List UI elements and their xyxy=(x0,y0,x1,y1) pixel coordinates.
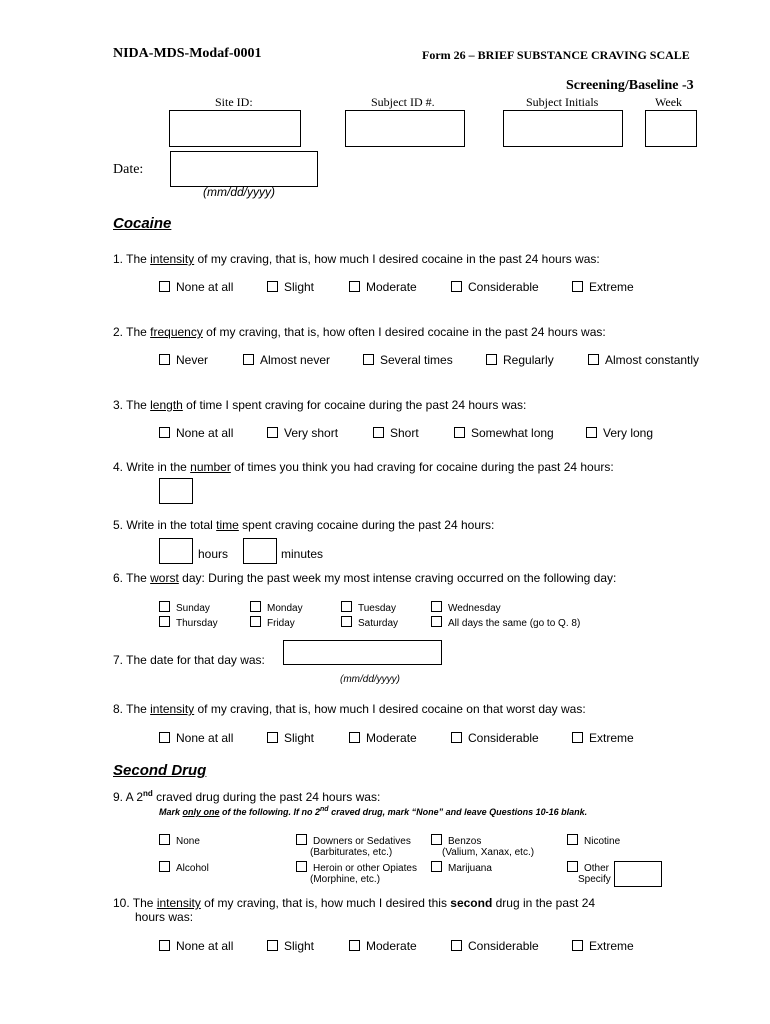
q6-day-tuesday[interactable]: Tuesday xyxy=(341,601,396,614)
checkbox[interactable] xyxy=(267,281,278,292)
checkbox[interactable] xyxy=(159,940,170,951)
q5-hours-label: hours xyxy=(198,547,229,561)
q7-date-field[interactable] xyxy=(283,640,442,665)
checkbox[interactable] xyxy=(451,940,462,951)
question-9: 9. A 2nd craved drug during the past 24 hours was: xyxy=(113,789,381,804)
checkbox[interactable] xyxy=(267,427,278,438)
q2-option-never[interactable]: Never xyxy=(159,353,208,367)
question-5: 5. Write in the total time spent craving cocaine during the past 24 hours: xyxy=(113,518,495,532)
checkbox[interactable] xyxy=(159,601,170,612)
q6-day-all-same[interactable]: All days the same (go to Q. 8) xyxy=(431,616,580,629)
checkbox[interactable] xyxy=(349,732,360,743)
q6-day-friday[interactable]: Friday xyxy=(250,616,295,629)
subject-initials-field[interactable] xyxy=(503,110,623,147)
q9-option-benzos[interactable]: Benzos xyxy=(431,834,481,847)
question-10-continued: hours was: xyxy=(135,910,194,924)
checkbox[interactable] xyxy=(431,616,442,627)
checkbox[interactable] xyxy=(267,732,278,743)
q8-option-slight[interactable]: Slight xyxy=(267,731,314,745)
q6-day-thursday[interactable]: Thursday xyxy=(159,616,218,629)
checkbox[interactable] xyxy=(431,861,442,872)
q1-option-moderate[interactable]: Moderate xyxy=(349,280,417,294)
q1-option-none[interactable]: None at all xyxy=(159,280,233,294)
q10-option-none[interactable]: None at all xyxy=(159,939,233,953)
visit-label: Screening/Baseline -3 xyxy=(566,78,694,93)
q9-benzos-examples: (Valium, Xanax, etc.) xyxy=(442,847,535,858)
site-id-field[interactable] xyxy=(169,110,301,147)
checkbox[interactable] xyxy=(267,940,278,951)
q9-option-heroin[interactable]: Heroin or other Opiates xyxy=(296,861,417,874)
subject-id-field[interactable] xyxy=(345,110,465,147)
checkbox[interactable] xyxy=(486,354,497,365)
date-field[interactable] xyxy=(170,151,318,187)
checkbox[interactable] xyxy=(159,616,170,627)
checkbox[interactable] xyxy=(363,354,374,365)
week-field[interactable] xyxy=(645,110,697,147)
q9-option-alcohol[interactable]: Alcohol xyxy=(159,861,209,874)
q6-day-monday[interactable]: Monday xyxy=(250,601,303,614)
q9-downers-examples: (Barbiturates, etc.) xyxy=(310,847,393,858)
q9-option-marijuana[interactable]: Marijuana xyxy=(431,861,492,874)
date-format-hint: (mm/dd/yyyy) xyxy=(203,185,275,199)
checkbox[interactable] xyxy=(567,861,578,872)
checkbox[interactable] xyxy=(159,354,170,365)
q9-option-none[interactable]: None xyxy=(159,834,200,847)
checkbox[interactable] xyxy=(431,834,442,845)
question-6: 6. The worst day: During the past week my most intense craving occurred on the following day: xyxy=(113,571,617,585)
q4-count-field[interactable] xyxy=(159,478,193,504)
checkbox[interactable] xyxy=(296,834,307,845)
week-label: Week xyxy=(655,95,683,109)
form-title: Form 26 – BRIEF SUBSTANCE CRAVING SCALE xyxy=(422,48,690,62)
checkbox[interactable] xyxy=(572,940,583,951)
q1-option-extreme[interactable]: Extreme xyxy=(572,280,634,294)
checkbox[interactable] xyxy=(159,427,170,438)
question-1: 1. The intensity of my craving, that is, how much I desired cocaine in the past 24 hours was: xyxy=(113,252,600,266)
q3-option-somewhat-long[interactable]: Somewhat long xyxy=(454,426,554,440)
question-8: 8. The intensity of my craving, that is, how much I desired cocaine on that worst day was: xyxy=(113,702,586,716)
q8-option-considerable[interactable]: Considerable xyxy=(451,731,539,745)
checkbox[interactable] xyxy=(572,281,583,292)
checkbox[interactable] xyxy=(341,601,352,612)
checkbox[interactable] xyxy=(250,616,261,627)
q2-option-regularly[interactable]: Regularly xyxy=(486,353,554,367)
checkbox[interactable] xyxy=(588,354,599,365)
question-10: 10. The intensity of my craving, that is, how much I desired this second drug in the past 24 xyxy=(113,896,596,910)
checkbox[interactable] xyxy=(572,732,583,743)
checkbox[interactable] xyxy=(159,281,170,292)
q9-heroin-examples: (Morphine, etc.) xyxy=(310,874,381,885)
q5-hours-field[interactable] xyxy=(159,538,193,564)
subject-id-label: Subject ID #. xyxy=(371,95,435,109)
q6-day-wednesday[interactable]: Wednesday xyxy=(431,601,501,614)
date-label: Date: xyxy=(113,162,144,177)
q5-minutes-field[interactable] xyxy=(243,538,277,564)
checkbox[interactable] xyxy=(373,427,384,438)
checkbox[interactable] xyxy=(341,616,352,627)
q3-option-short[interactable]: Short xyxy=(373,426,419,440)
question-2: 2. The frequency of my craving, that is, how often I desired cocaine in the past 24 hours was: xyxy=(113,325,606,339)
checkbox[interactable] xyxy=(243,354,254,365)
q1-option-considerable[interactable]: Considerable xyxy=(451,280,539,294)
q7-date-format-hint: (mm/dd/yyyy) xyxy=(340,674,400,685)
section-title-cocaine: Cocaine xyxy=(113,215,172,232)
checkbox[interactable] xyxy=(586,427,597,438)
section-title-second-drug: Second Drug xyxy=(113,762,207,779)
checkbox[interactable] xyxy=(431,601,442,612)
q6-day-saturday[interactable]: Saturday xyxy=(341,616,398,629)
q8-option-moderate[interactable]: Moderate xyxy=(349,731,417,745)
q3-option-very-short[interactable]: Very short xyxy=(267,426,338,440)
subject-initials-label: Subject Initials xyxy=(526,95,599,109)
q2-option-almost-never[interactable]: Almost never xyxy=(243,353,330,367)
q2-option-several-times[interactable]: Several times xyxy=(363,353,453,367)
checkbox[interactable] xyxy=(159,861,170,872)
q10-option-considerable[interactable]: Considerable xyxy=(451,939,539,953)
question-4: 4. Write in the number of times you think you had craving for cocaine during the past 24 hours: xyxy=(113,460,614,474)
question-3: 3. The length of time I spent craving for cocaine during the past 24 hours was: xyxy=(113,398,527,412)
q8-option-none[interactable]: None at all xyxy=(159,731,233,745)
q8-option-extreme[interactable]: Extreme xyxy=(572,731,634,745)
checkbox[interactable] xyxy=(567,834,578,845)
site-id-label: Site ID: xyxy=(215,95,253,109)
protocol-id: NIDA-MDS-Modaf-0001 xyxy=(113,46,262,61)
checkbox[interactable] xyxy=(296,861,307,872)
question-7: 7. The date for that day was: xyxy=(113,653,265,667)
checkbox[interactable] xyxy=(454,427,465,438)
q3-option-none[interactable]: None at all xyxy=(159,426,233,440)
checkbox[interactable] xyxy=(451,281,462,292)
q9-option-downers[interactable]: Downers or Sedatives xyxy=(296,834,411,847)
q9-option-nicotine[interactable]: Nicotine xyxy=(567,834,620,847)
q10-option-moderate[interactable]: Moderate xyxy=(349,939,417,953)
q9-option-other[interactable]: Other xyxy=(567,861,609,874)
q5-minutes-label: minutes xyxy=(281,547,324,561)
q1-option-slight[interactable]: Slight xyxy=(267,280,314,294)
q10-option-extreme[interactable]: Extreme xyxy=(572,939,634,953)
q9-other-specify-field[interactable] xyxy=(614,861,662,887)
checkbox[interactable] xyxy=(250,601,261,612)
checkbox[interactable] xyxy=(349,281,360,292)
q6-day-sunday[interactable]: Sunday xyxy=(159,601,210,614)
checkbox[interactable] xyxy=(349,940,360,951)
q10-option-slight[interactable]: Slight xyxy=(267,939,314,953)
checkbox[interactable] xyxy=(451,732,462,743)
checkbox[interactable] xyxy=(159,732,170,743)
q2-option-almost-constantly[interactable]: Almost constantly xyxy=(588,353,699,367)
checkbox[interactable] xyxy=(159,834,170,845)
q9-instructions: Mark only one of the following. If no 2nd craved drug, mark “None” and leave Questions 10-16 blank. xyxy=(159,806,588,817)
q3-option-very-long[interactable]: Very long xyxy=(586,426,653,440)
q9-other-specify-label: Specify xyxy=(578,874,611,885)
